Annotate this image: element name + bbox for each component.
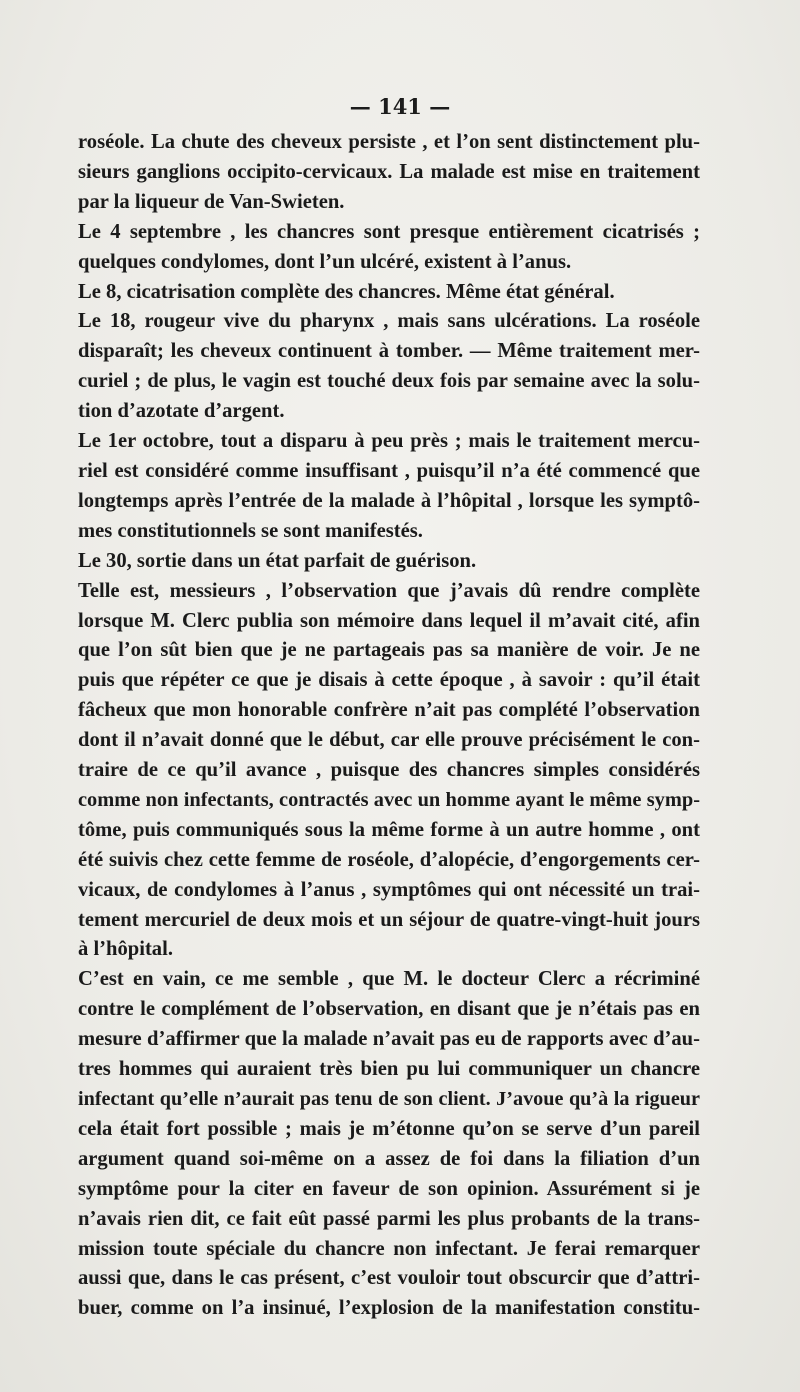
text-line: par la liqueur de Van-Swieten. (78, 190, 345, 213)
text-line: Le 1er octobre, tout a disparu à peu près ; mais le traitement mercu- (78, 430, 700, 453)
text-line: longtemps après l’entrée de la malade à l’hôpital , lorsque les symptô- (78, 489, 700, 512)
text-line: disparaît; les cheveux continuent à tomber. — Même traitement mer- (78, 340, 700, 363)
text-line: que l’on sût bien que je ne partageais pas sa manière de voir. Je ne (78, 639, 700, 662)
text-line: Le 8, cicatrisation complète des chancres. Même état général. (78, 280, 615, 303)
text-line: contre le complément de l’observation, en disant que je n’étais pas en (78, 998, 700, 1021)
text-line: vicaux, de condylomes à l’anus , symptômes qui ont nécessité un trai- (78, 878, 700, 901)
text-line: roséole. La chute des cheveux persiste , et l’on sent distinctement plu- (78, 131, 700, 153)
text-line: mesure d’affirmer que la malade n’avait pas eu de rapports avec d’au- (78, 1028, 700, 1051)
text-line: symptôme pour la citer en faveur de son opinion. Assurément si je (78, 1177, 700, 1200)
text-line: mission toute spéciale du chancre non infectant. Je ferai remarquer (78, 1237, 700, 1260)
text-line: cela était fort possible ; mais je m’étonne qu’on se serve d’un pareil (78, 1117, 700, 1140)
text-line: curiel ; de plus, le vagin est touché deux fois par semaine avec la solu- (78, 370, 700, 393)
text-line: Telle est, messieurs , l’observation que j’avais dû rendre complète (78, 579, 700, 602)
text-line: Le 30, sortie dans un état parfait de guérison. (78, 549, 477, 572)
text-line: riel est considéré comme insuffisant , puisqu’il n’a été commencé que (78, 459, 700, 482)
text-line: fâcheux que mon honorable confrère n’ait pas complété l’observation (78, 699, 700, 722)
text-line: C’est en vain, ce me semble , que M. le docteur Clerc a récriminé (78, 968, 700, 991)
text-line: comme non infectants, contractés avec un homme ayant le même symp- (78, 788, 700, 811)
text-line: lorsque M. Clerc publia son mémoire dans lequel il m’avait cité, afin (78, 609, 700, 632)
text-line: tion d’azotate d’argent. (78, 400, 285, 423)
text-line: infectant qu’elle n’aurait pas tenu de son client. J’avoue qu’à la rigueur (78, 1088, 700, 1110)
text-line: puis que répéter ce que je disais à cette époque , à savoir : qu’il était (78, 669, 700, 692)
text-line: quelques condylomes, dont l’un ulcéré, existent à l’anus. (78, 250, 572, 273)
text-line: mes constitutionnels se sont manifestés. (78, 519, 423, 542)
text-line: à l’hôpital. (78, 938, 173, 961)
body-text (78, 128, 700, 1324)
page-number: — 141 — (349, 94, 451, 119)
text-line: sieurs ganglions occipito-cervicaux. La malade est mise en traitement (78, 160, 700, 183)
text-line: buer, comme on l’a insinué, l’explosion de la manifestation constitu- (78, 1297, 700, 1320)
text-line: tres hommes qui auraient très bien pu lui communiquer un chancre (78, 1058, 700, 1081)
text-line: tement mercuriel de deux mois et un séjour de quatre-vingt-huit jours (78, 908, 700, 931)
text-line: aussi que, dans le cas présent, c’est vouloir tout obscurcir que d’attri- (78, 1267, 700, 1290)
text-line: traire de ce qu’il avance , puisque des chancres simples considérés (78, 759, 700, 782)
text-line: argument quand soi-même on a assez de foi dans la filiation d’un (78, 1147, 700, 1170)
text-line: Le 4 septembre , les chancres sont presque entièrement cicatrisés ; (78, 220, 700, 243)
text-line: n’avais rien dit, ce fait eût passé parmi les plus probants de la trans- (78, 1207, 700, 1230)
text-line: Le 18, rougeur vive du pharynx , mais sans ulcérations. La roséole (78, 310, 700, 333)
text-line: été suivis chez cette femme de roséole, d’alopécie, d’engorgements cer- (78, 848, 700, 871)
text-line: tôme, puis communiqués sous la même forme à un autre homme , ont (78, 818, 700, 841)
text-line: dont il n’avait donné que le début, car elle prouve précisément le con- (78, 729, 700, 752)
